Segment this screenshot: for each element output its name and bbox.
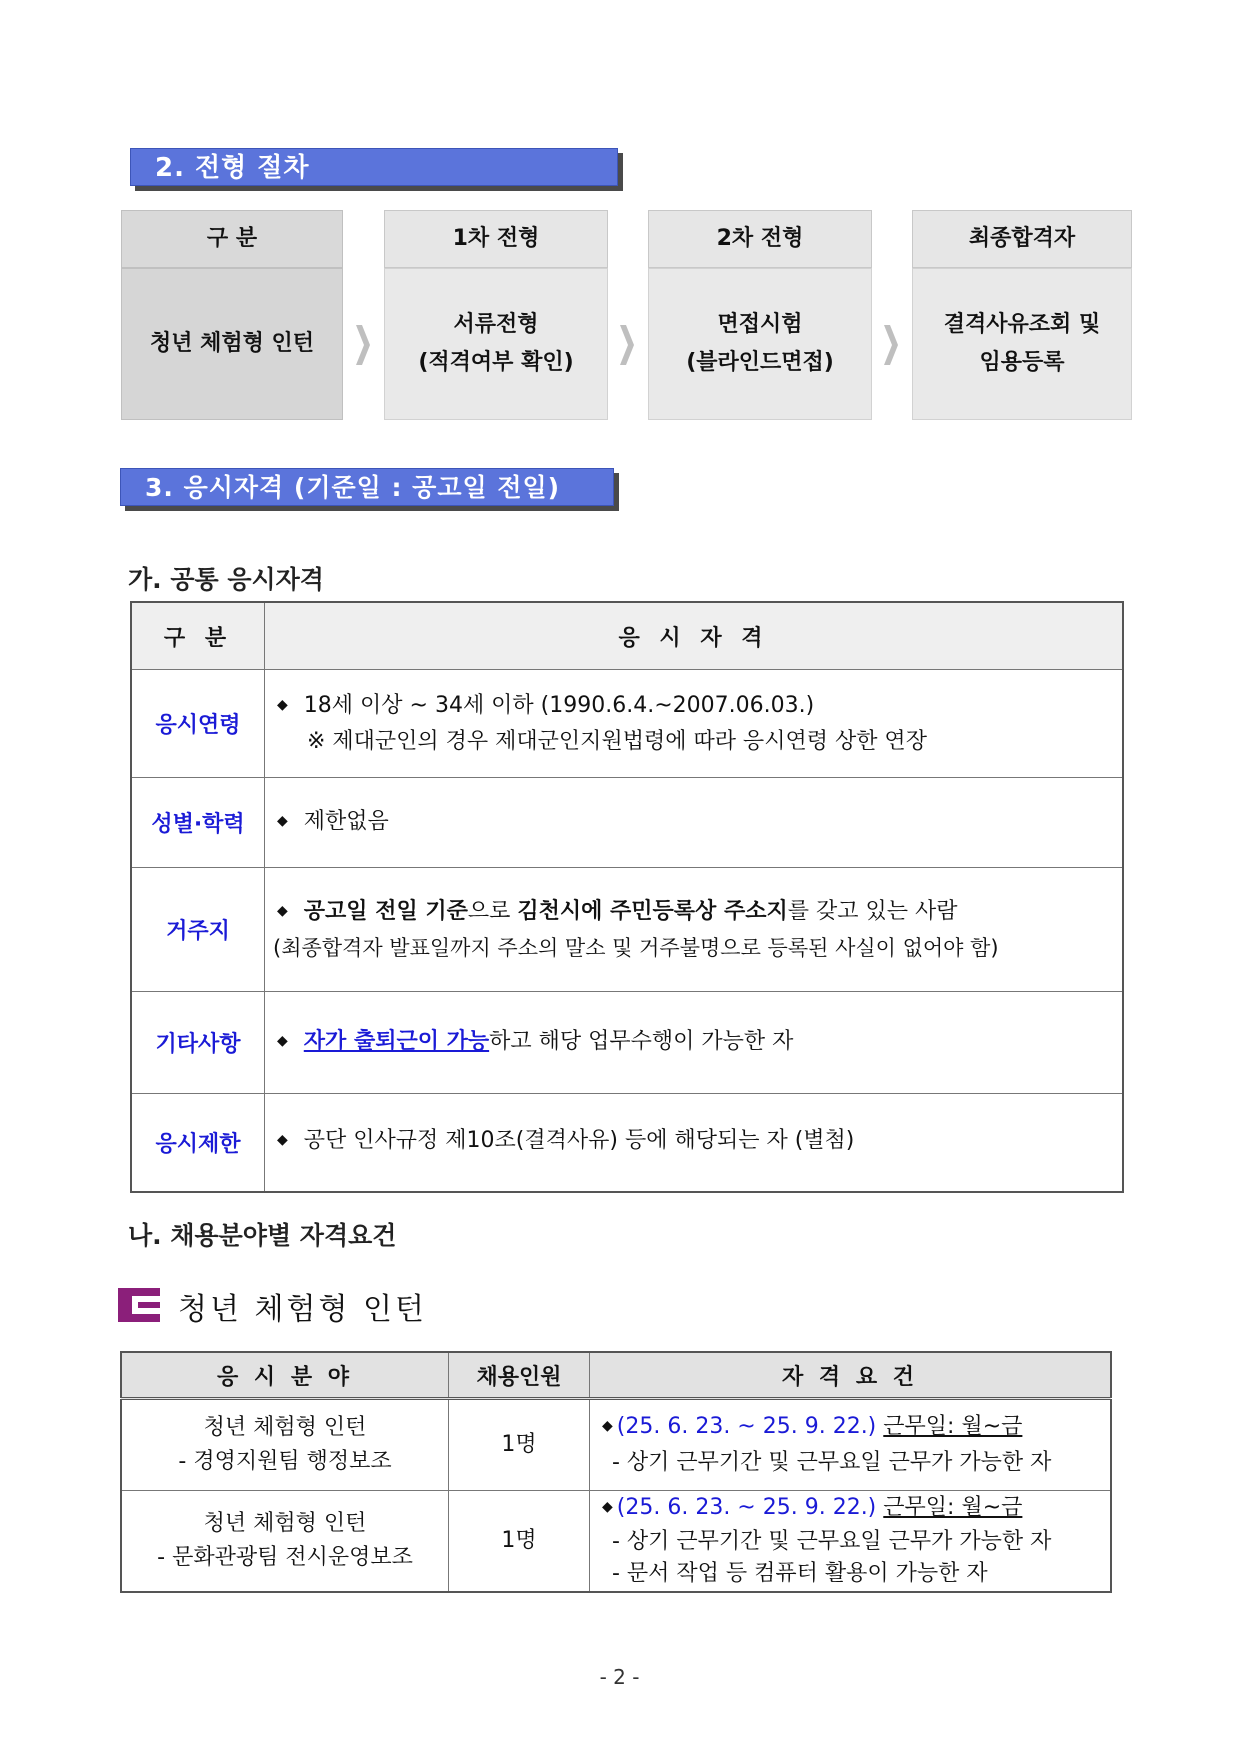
header-qualification: 응 시 자 격 bbox=[265, 602, 1124, 670]
table-row bbox=[131, 992, 1123, 1094]
residence-text1: 으로 bbox=[467, 898, 518, 924]
work-period: (25. 6. 23. ~ 25. 9. 22.) bbox=[616, 1495, 877, 1520]
chevron-right-icon bbox=[356, 325, 370, 365]
procedure-step2-line2: (블라인드면접) bbox=[686, 350, 834, 375]
procedure-body-category bbox=[121, 268, 343, 420]
header-category: 구 분 bbox=[131, 602, 265, 670]
chevron-right-icon bbox=[884, 325, 898, 365]
procedure-body-final bbox=[912, 268, 1132, 420]
table-row bbox=[131, 1094, 1123, 1192]
bullet-icon: ◆ bbox=[277, 1032, 288, 1049]
bullet-icon: ◆ bbox=[277, 812, 288, 829]
table-header-row bbox=[121, 1352, 1111, 1399]
other-text: 하고 해당 업무수행이 가능한 자 bbox=[489, 1028, 794, 1054]
procedure-final-line1: 결격사유조회 및 bbox=[943, 312, 1101, 337]
residence-emph2: 김천시에 주민등록상 주소지 bbox=[517, 898, 788, 924]
procedure-step2-line1: 면접시험 bbox=[717, 312, 803, 337]
field-team: - 문화관광팀 전시운영보조 bbox=[157, 1545, 413, 1570]
procedure-section-title: 2. 전형 절차 bbox=[130, 148, 618, 186]
row-label-gender-education: 성별·학력 bbox=[131, 778, 265, 868]
bullet-icon: ◆ bbox=[277, 1132, 288, 1149]
field-name: 청년 체험형 인턴 bbox=[203, 1511, 367, 1536]
field-count: 1명 bbox=[449, 1399, 590, 1491]
procedure-head-step2: 2차 전형 bbox=[648, 210, 872, 268]
work-days: 근무일: 월~금 bbox=[883, 1495, 1023, 1520]
procedure-head-final: 최종합격자 bbox=[912, 210, 1132, 268]
table-row bbox=[131, 778, 1123, 868]
field-team: - 경영지원팀 행정보조 bbox=[178, 1449, 392, 1474]
table-row bbox=[121, 1491, 1111, 1593]
age-line1: 18세 이상 ~ 34세 이하 (1990.6.4.~2007.06.03.) bbox=[303, 692, 815, 718]
table-header-row bbox=[131, 602, 1123, 670]
common-qualification-table bbox=[130, 601, 1124, 1193]
bullet-icon: ◆ bbox=[277, 902, 288, 919]
other-emph: 자가 출퇴근이 가능 bbox=[303, 1028, 490, 1054]
row-label-residence: 거주지 bbox=[131, 868, 265, 992]
qualification-section-title: 3. 응시자격 (기준일 : 공고일 전일) bbox=[120, 468, 614, 506]
field-count: 1명 bbox=[449, 1491, 590, 1593]
work-period: (25. 6. 23. ~ 25. 9. 22.) bbox=[616, 1414, 877, 1439]
field-name: 청년 체험형 인턴 bbox=[203, 1415, 367, 1440]
restriction-text: 공단 인사규정 제10조(결격사유) 등에 해당되는 자 (별첨) bbox=[303, 1128, 855, 1154]
procedure-head-step1: 1차 전형 bbox=[384, 210, 608, 268]
common-qualification-title: 가. 공통 응시자격 bbox=[128, 565, 324, 594]
row-label-other: 기타사항 bbox=[131, 992, 265, 1094]
row-label-restriction: 응시제한 bbox=[131, 1094, 265, 1192]
work-days: 근무일: 월~금 bbox=[883, 1414, 1023, 1439]
procedure-body-step1 bbox=[384, 268, 608, 420]
procedure-body-step2 bbox=[648, 268, 872, 420]
table-row bbox=[131, 670, 1123, 778]
header-field: 응 시 분 야 bbox=[121, 1352, 449, 1399]
bullet-icon: ◆ bbox=[277, 696, 288, 713]
procedure-head-category: 구 분 bbox=[121, 210, 343, 268]
requirement-line: - 상기 근무기간 및 근무요일 근무가 가능한 자 bbox=[612, 1529, 1052, 1554]
procedure-body-line1: 청년 체험형 인턴 bbox=[149, 331, 315, 356]
table-row bbox=[131, 868, 1123, 992]
requirement-line: - 상기 근무기간 및 근무요일 근무가 가능한 자 bbox=[612, 1450, 1052, 1475]
header-requirement: 자 격 요 건 bbox=[590, 1352, 1112, 1399]
row-label-age: 응시연령 bbox=[131, 670, 265, 778]
bullet-icon: ◆ bbox=[602, 1418, 613, 1434]
intern-title: 청년 체험형 인턴 bbox=[178, 1292, 427, 1327]
page-number: - 2 - bbox=[599, 1665, 640, 1689]
section-marker-icon bbox=[118, 1288, 160, 1322]
residence-emph1: 공고일 전일 기준 bbox=[303, 898, 468, 924]
procedure-step1-line1: 서류전형 bbox=[453, 312, 539, 337]
header-count: 채용인원 bbox=[449, 1352, 590, 1399]
chevron-right-icon bbox=[620, 325, 634, 365]
procedure-step1-line2: (적격여부 확인) bbox=[418, 350, 574, 375]
field-qualification-table bbox=[120, 1351, 1112, 1593]
residence-text2: 를 갖고 있는 사람 bbox=[787, 898, 958, 924]
field-qualification-title: 나. 채용분야별 자격요건 bbox=[128, 1221, 397, 1250]
bullet-icon: ◆ bbox=[602, 1499, 613, 1515]
table-row bbox=[121, 1399, 1111, 1491]
age-line2: ※ 제대군인의 경우 제대군인지원법령에 따라 응시연령 상한 연장 bbox=[307, 728, 927, 754]
requirement-line: - 문서 작업 등 컴퓨터 활용이 가능한 자 bbox=[612, 1561, 988, 1586]
procedure-final-line2: 임용등록 bbox=[979, 350, 1065, 375]
gender-text: 제한없음 bbox=[303, 808, 389, 834]
residence-line2: (최종합격자 발표일까지 주소의 말소 및 거주불명으로 등록된 사실이 없어야 함) bbox=[273, 935, 999, 960]
